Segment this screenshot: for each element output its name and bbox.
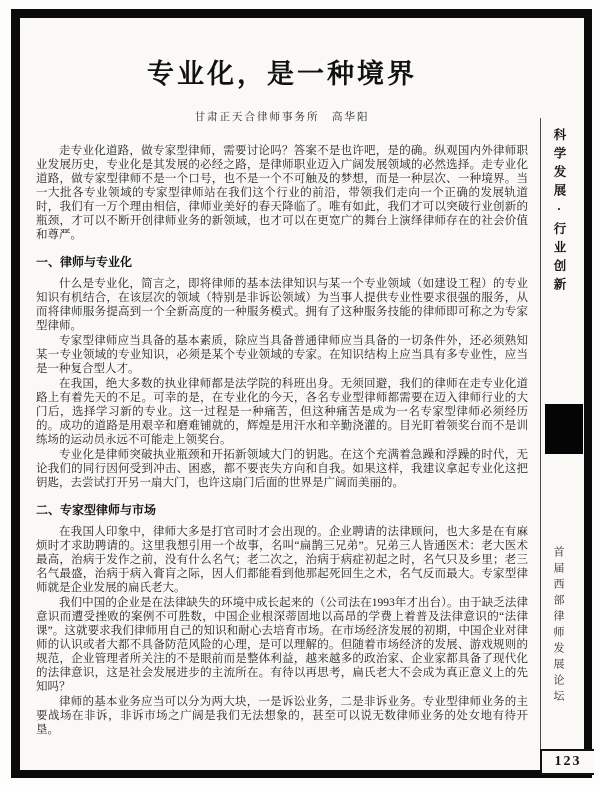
page-paper <box>20 18 584 770</box>
article-body <box>36 144 528 737</box>
paragraph: 律师的基本业务应当可以分为两大块，一是诉讼业务，二是非诉业务。专业型律师业务的主要战场在非诉，非诉市场之广阔是我们无法想象的，甚至可以说无数律师业务的处女地有待开垦。 <box>36 696 528 736</box>
paragraph-intro: 走专业化道路，做专家型律师，需要讨论吗？答案不是也许吧，是的确。纵观国内外律师职业发展历史，专业化是其发展的必经之路，是律师职业迈入广阔发展领域的必然选择。走专业化道路，做专家型律师不是一个口号，也不是一个不可触及的梦想，而是一种层次、一种境界。当一大批各专业领域的专家型律师站在我们这个行业的前沿，带领我们走向一个正确的发展轨道时，我们有一万个理由相信，律师业美好的春天降临了。唯有如此，我们才可以突破行业创新的瓶颈，才可以不断开创律师业务的新领域，也才可以在更宽广的舞台上演绎律师存在的社会价值和尊严。 <box>36 145 528 241</box>
vertical-slogan-top: 科学发展·行业创新 <box>552 128 566 296</box>
paragraph: 专业化是律师突破执业瓶颈和开拓新领域大门的钥匙。在这个充满着急躁和浮躁的时代，无论我们的同行因何受到冲击、困惑，都不要丧失方向和自我。如果这样，我建议拿起专业化这把钥匙，去尝试打开另一扇大门，也许这扇门后面的世界是广阔而美丽的。 <box>36 449 528 489</box>
paragraph: 专家型律师应当具备的基本素质，除应当具备普通律师应当具备的一切条件外，还必须熟知某一专业领域的专业知识，必须是某个专业领域的专家。在知识结构上应当具有多专业性，应当是一种复合型人才。 <box>36 335 528 375</box>
article-column <box>36 30 528 764</box>
section-heading-1: 一、律师与专业化 <box>36 255 133 269</box>
page-number: 123 <box>540 749 594 775</box>
paragraph: 我们中国的企业是在法律缺失的环境中成长起来的（公司法在1993年才出台）。由于缺乏法律意识而遭受挫败的案例不可胜数，中国企业根深蒂固地以高昂的学费上着普及法律意识的“法律课”。这就要求我们律师用自己的知识和耐心去培育市场。在市场经济发展的初期，中国企业对律师的认识或者大都不具备防范风险的心理，是可以理解的。但随着市场经济的发展、游戏规则的规范，企业管理者所关注的不是眼前而是整体利益，越来越多的政治家、企业家都具备了现代化的法律意识，这是社会发展进步的主流所在。有待以再思考，扁氏老大不会成为真正意义上的先知吗？ <box>36 597 528 693</box>
sidebar-divider-line <box>540 118 541 760</box>
section-heading-2: 二、专家型律师与市场 <box>36 503 157 517</box>
scan-frame <box>11 9 592 778</box>
sidebar-column <box>540 18 584 770</box>
vertical-slogan-bottom: 首届西部律师发展论坛 <box>552 546 564 706</box>
page-title: 专业化，是一种境界 <box>147 59 417 89</box>
sidebar-photo <box>545 404 583 454</box>
paragraph: 在我国，绝大多数的执业律师都是法学院的科班出身。无须回避，我们的律师在走专业化道路上有着先天的不足。可幸的是，在专业化的今天，各名专业型律师都需要在迈入律师行业的大门后，选择学习新的专业。这一过程是一种痛苦，但这种痛苦是成为一名专家型律师必须经历的。成功的道路是用艰辛和磨难铺就的，辉煌是用汗水和辛勤浇灌的。目光盯着领奖台而不是训练场的运动员永远不可能走上领奖台。 <box>36 378 528 446</box>
paragraph: 什么是专业化，简言之，即将律师的基本法律知识与某一个专业领域（如建设工程）的专业知识有机结合，在该层次的领域（特别是非诉讼领域）为当事人提供专业性要求很强的服务，从而将律师服务提高到一个全新高度的一种服务模式。拥有了这种服务技能的律师即可称之为专家型律师。 <box>36 278 528 332</box>
byline: 甘肃正天合律师事务所 高华阳 <box>194 112 370 123</box>
paragraph: 在我国人印象中，律师大多是打官司时才会出现的。企业聘请的法律顾问，也大多是在有麻烦时才求助聘请的。这里我想引用一个故事，名叫“扁鹊三兄弟”。兄弟三人皆通医术：老大医术最高，治病于发作之前，没有什么名气；老二次之，治病于病症初起之时，名气只及乡里；老三名气最盛，治病于病入膏肓之际，因人们都能看到他那起死回生之术，名气反而最大。专家型律师就是企业发展的扁氏老大。 <box>36 526 528 594</box>
